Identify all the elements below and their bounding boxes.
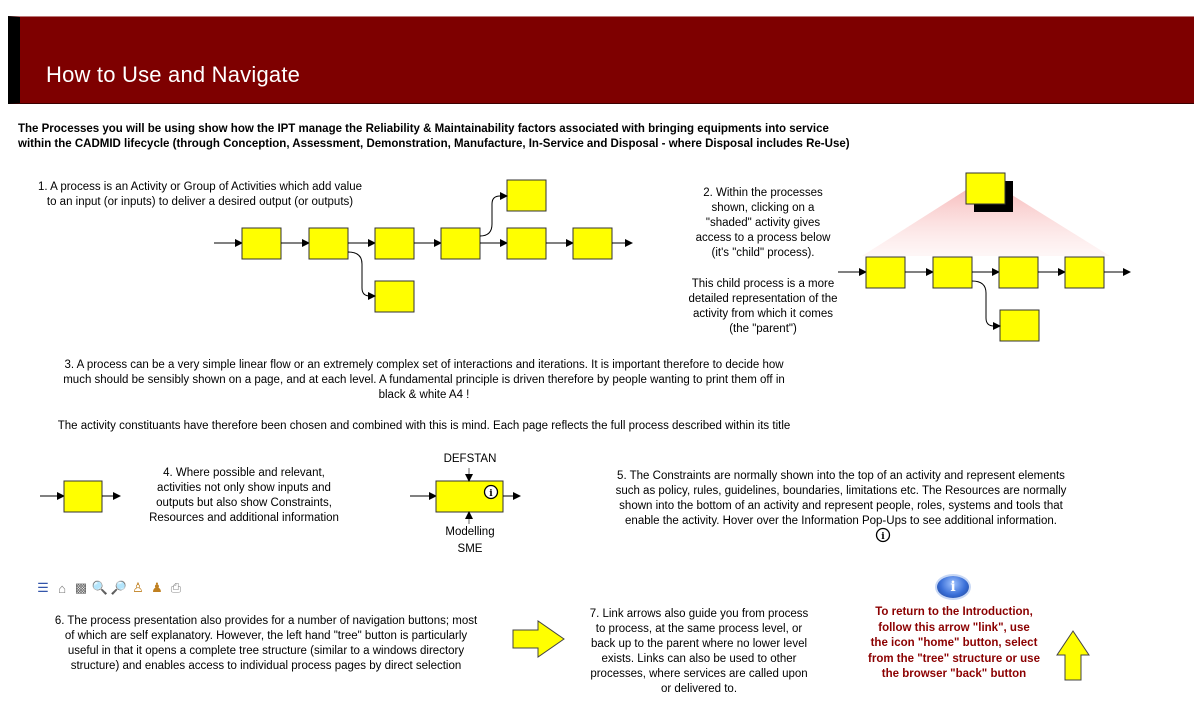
activity-box [375,281,414,312]
section7-line: back up to the parent where no lower level [590,638,808,650]
user-back-icon[interactable]: ♟ [151,580,163,595]
section2-line: 2. Within the processes [703,187,823,199]
section3-line-1: 3. A process can be a very simple linear flow or an extremely complex set of interactions and iterations. It is important therefore to decide how [64,359,784,371]
activity-box [309,228,348,259]
return-note-line: from the "tree" structure or use [868,652,1040,665]
link-arrow-icon[interactable] [513,621,564,657]
section2-line: shown, clicking on a [711,202,815,214]
activity-box [375,228,414,259]
section2-child-line: (the "parent") [729,323,797,335]
shaded-parent-activity[interactable] [966,173,1005,204]
section2-child-line: activity from which it comes [693,308,833,320]
user-forward-icon[interactable]: ♙ [132,580,144,595]
section5-line: 5. The Constraints are normally shown into the top of an activity and represent elements [617,470,1065,482]
info-popup-icon[interactable] [485,486,498,500]
section3-line-3: black & white A4 ! [378,389,470,401]
simple-process-diagram [214,180,632,312]
section1-line-1: 1. A process is an Activity or Group of Activities which add value [37,181,363,193]
activity-box [64,481,102,512]
section7-line: to process, at the same process level, or [595,623,803,635]
section2-line: (it's "child" process). [711,247,815,259]
section2-line: "shaded" activity gives [705,217,821,229]
activity-box [866,257,905,288]
info-glyph: i [881,532,885,542]
page-title: How to Use and Navigate [46,62,301,87]
section4-line: 4. Where possible and relevant, [163,467,325,479]
zoom-out-icon[interactable]: 🔎 [110,580,128,595]
return-note-line: the browser "back" button [881,668,1027,680]
parent-child-diagram [838,173,1130,341]
section3-summary: The activity constituants have therefore been chosen and combined with this is mind. Each page reflects the full process described within its title [57,420,791,432]
section4-line: outputs but also show Constraints, [156,497,332,509]
section6-line: 6. The process presentation also provides for a number of navigation buttons; most [54,615,478,627]
section6-line: of which are self explanatory. However, the left hand "tree" button is particularly [64,630,468,642]
simple-activity-diagram [40,481,120,512]
section3-line-2: much should be sensibly shown on a page, and at each level. A fundamental principle is driven therefore by people wanting to print them off in [63,374,785,386]
print-page-icon[interactable]: ▩ [74,580,88,595]
return-note-line: the icon "home" button, select [870,637,1038,649]
activity-box [1000,310,1039,341]
return-note-line: follow this arrow "link", use [878,621,1030,634]
activity-box [507,180,546,211]
return-note-line: To return to the Introduction, [875,606,1033,618]
activity-box [1065,257,1104,288]
intro-line-2: within the CADMID lifecycle (through Conception, Assessment, Demonstration, Manufacture, In-Service and Disposal - where Disposal includes Re-Use) [18,138,850,150]
resource-line-1: Modelling [445,526,495,538]
section2-child-line: This child process is a more [691,278,835,290]
constraint-label: DEFSTAN [443,453,497,465]
activity-box [507,228,546,259]
section4-line: Resources and additional information [149,512,339,524]
resource-line-2: SME [457,543,483,555]
activity-box [573,228,612,259]
section7-line: 7. Link arrows also guide you from process [589,608,809,620]
section6-line: structure) and enables access to individual process pages by direct selection [70,660,462,672]
zoom-in-icon[interactable]: 🔍 [91,580,109,595]
section7-line: processes, where services are called upon [590,668,808,680]
section5-line: enable the activity. Hover over the Information Pop-Ups to see additional information. [625,515,1057,527]
section2-child-line: detailed representation of the [688,293,838,305]
info-glyph: i [489,489,493,499]
intro-line-1: The Processes you will be using show how the IPT manage the Reliability & Maintainability factors associated with bringing equipments into service [18,123,829,135]
printer-icon[interactable]: ⎙ [170,580,182,595]
section5-line: shown into the bottom of an activity and represent people, roles, systems and tools that [619,500,1063,512]
section7-line: or delivered to. [660,683,738,695]
info-popup-icon[interactable] [877,529,890,543]
section5-line: such as policy, rules, guidelines, boundaries, limitations etc. The Resources are normally [615,485,1067,497]
home-icon[interactable]: ⌂ [58,580,66,596]
section1-line-2: to an input (or inputs) to deliver a desired output (or outputs) [46,196,354,208]
info-icon[interactable]: i [937,576,969,598]
tree-icon[interactable]: ☰ [37,580,49,595]
activity-box [999,257,1038,288]
section2-line: access to a process below [695,232,831,244]
activity-box [242,228,281,259]
section4-line: activities not only show inputs and [157,482,331,494]
section6-line: useful in that it opens a complete tree structure (similar to a windows directory [67,645,465,657]
activity-box [441,228,480,259]
return-up-arrow-icon[interactable] [1057,631,1089,680]
activity-box [933,257,972,288]
section7-line: exists. Links can also be used to other [601,653,797,665]
detailed-activity-diagram [410,468,520,524]
